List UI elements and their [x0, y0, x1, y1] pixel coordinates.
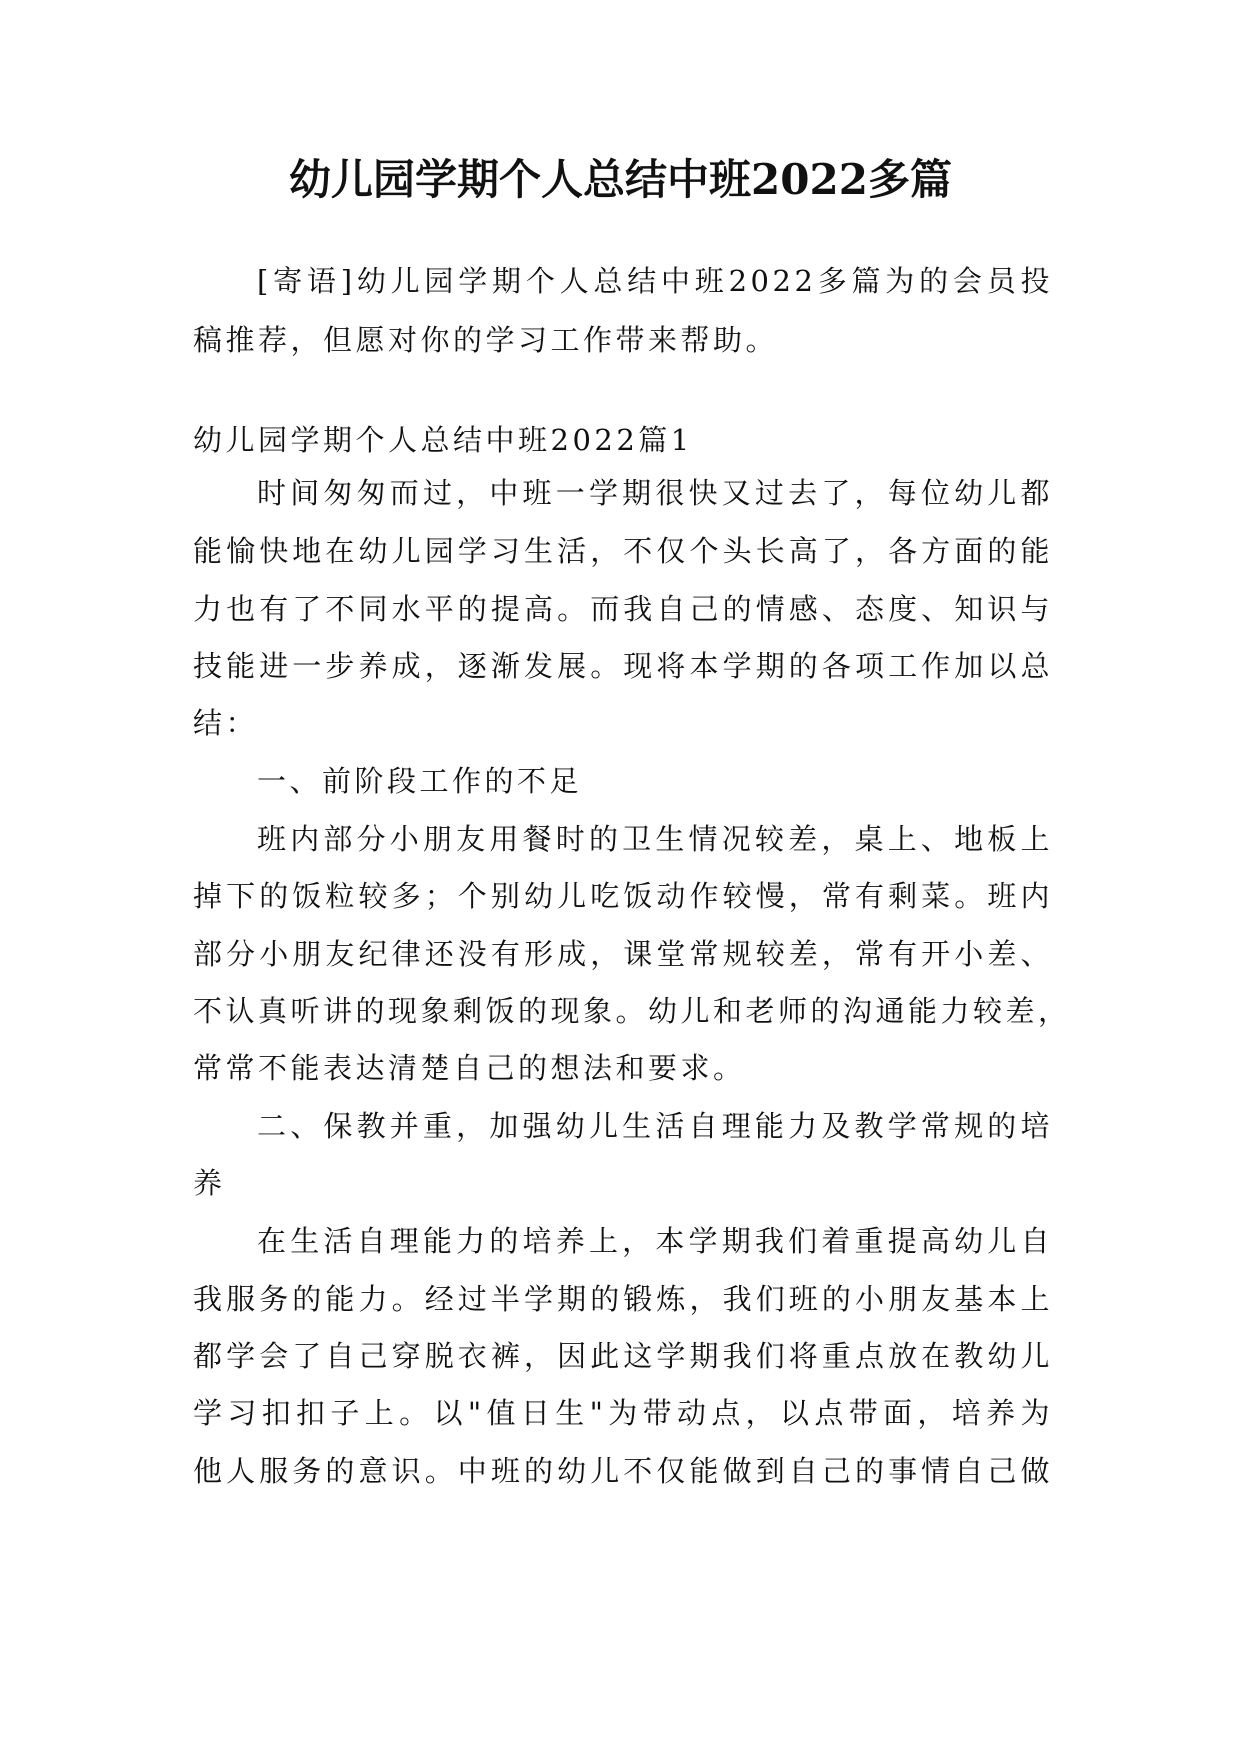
- paragraph-line: 不认真听讲的现象剩饭的现象。幼儿和老师的沟通能力较差，: [193, 994, 1071, 1028]
- paragraph-line: 力也有了不同水平的提高。而我自己的情感、态度、知识与: [193, 592, 1053, 626]
- paragraph-line: 他人服务的意识。中班的幼儿不仅能做到自己的事情自己做: [193, 1454, 1053, 1488]
- section-heading: 幼儿园学期个人总结中班2022篇1: [193, 423, 693, 457]
- paragraph-line: 掉下的饭粒较多；个别幼儿吃饭动作较慢，常有剩菜。班内: [193, 879, 1053, 913]
- paragraph-line: 时间匆匆而过，中班一学期很快又过去了，每位幼儿都: [257, 476, 1053, 510]
- paragraph-line: 技能进一步养成，逐渐发展。现将本学期的各项工作加以总: [193, 649, 1053, 683]
- paragraph-line: 能愉快地在幼儿园学习生活，不仅个头长高了，各方面的能: [193, 534, 1053, 568]
- subheading: 养: [193, 1166, 226, 1200]
- paragraph-line: 常常不能表达清楚自己的想法和要求。: [193, 1051, 746, 1085]
- subheading: 一、前阶段工作的不足: [257, 764, 583, 798]
- paragraph-line: 都学会了自己穿脱衣裤，因此这学期我们将重点放在教幼儿: [193, 1339, 1053, 1373]
- paragraph-line: 部分小朋友纪律还没有形成，课堂常规较差，常有开小差、: [193, 937, 1053, 971]
- paragraph-line: 学习扣扣子上。以"值日生"为带动点，以点带面，培养为: [193, 1396, 1053, 1430]
- paragraph-line: 在生活自理能力的培养上，本学期我们着重提高幼儿自: [257, 1224, 1053, 1258]
- intro-line: [寄语]幼儿园学期个人总结中班2022多篇为的会员投: [257, 264, 1053, 298]
- document-title: 幼儿园学期个人总结中班2022多篇: [289, 155, 952, 204]
- paragraph-line: 结：: [193, 706, 259, 740]
- paragraph-line: 班内部分小朋友用餐时的卫生情况较差，桌上、地板上: [257, 822, 1053, 856]
- intro-line: 稿推荐，但愿对你的学习工作带来帮助。: [193, 323, 779, 357]
- paragraph-line: 我服务的能力。经过半学期的锻炼，我们班的小朋友基本上: [193, 1282, 1053, 1316]
- subheading: 二、保教并重，加强幼儿生活自理能力及教学常规的培: [257, 1109, 1053, 1143]
